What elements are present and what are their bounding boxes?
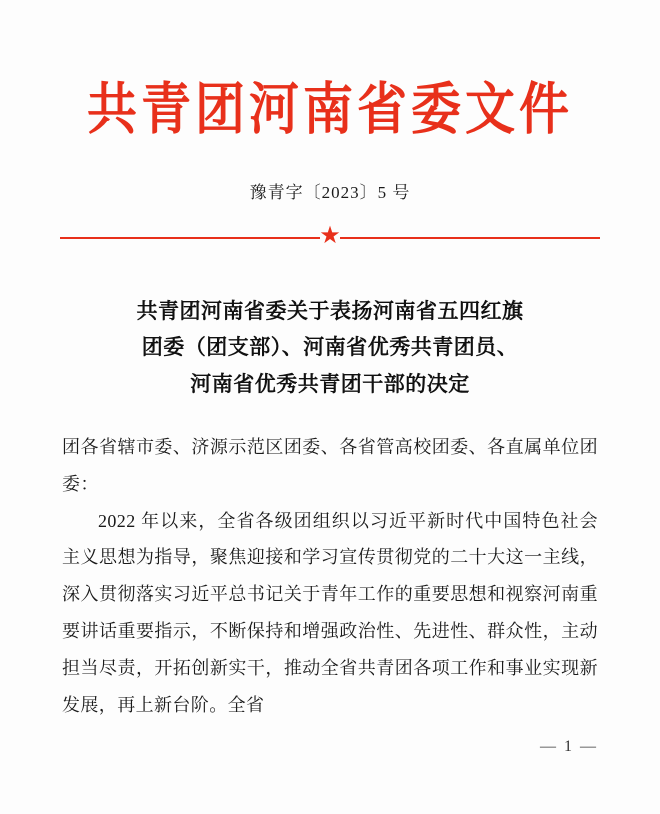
document-masthead-area <box>0 0 660 203</box>
page-number: — 1 — <box>540 738 598 755</box>
divider-rule-right <box>340 237 600 239</box>
document-masthead-title: 共青团河南省委文件 <box>87 78 573 141</box>
document-salutation: 团各省辖市委、济源示范区团委、各省管高校团委、各直属单位团委： <box>62 436 598 494</box>
heading-line-1: 共青团河南省委关于表扬河南省五四红旗 <box>136 298 524 323</box>
red-star-divider <box>0 222 660 249</box>
document-paragraph-1: 2022 年以来，全省各级团组织以习近平新时代中国特色社会主义思想为指导，聚焦迎接和学习宣传贯彻党的二十大这一主线，深入贯彻落实习近平总书记关于青年工作的重要思想和视察河南重要讲话重要指示，不断保持和增强政治性、先进性、群众性，主动担当尽责，开拓创新实干，推动全省共青团各项工作和事业实现新发展，再上新台阶。全省 <box>62 510 598 715</box>
red-star-icon: ★ <box>319 222 341 249</box>
document-heading <box>72 293 588 403</box>
heading-line-2: 团委（团支部）、河南省优秀共青团员、 <box>141 335 519 360</box>
heading-line-3: 河南省优秀共青团干部的决定 <box>190 372 470 396</box>
document-body <box>62 429 598 724</box>
document-number: 豫青字〔2023〕5 号 <box>249 182 411 202</box>
divider-rule-left <box>60 237 320 239</box>
